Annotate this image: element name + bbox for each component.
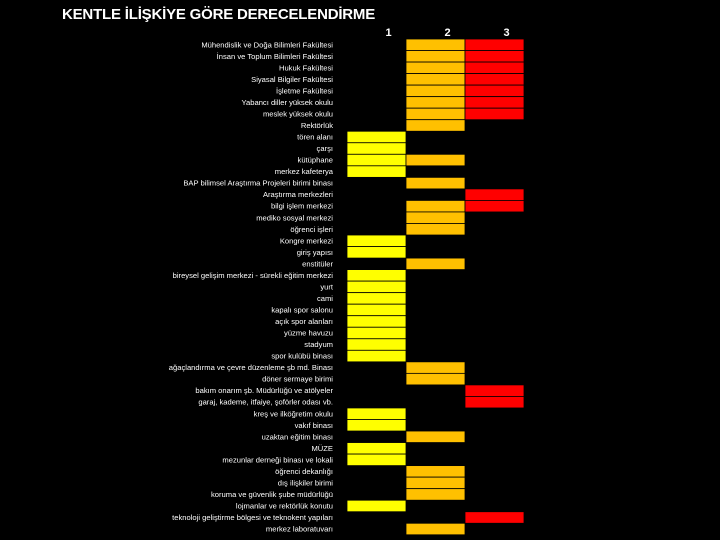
rating-cell-2	[406, 108, 465, 120]
row-label: mediko sosyal merkezi	[256, 213, 333, 223]
row-labels	[169, 40, 334, 533]
row-label: Hukuk Fakültesi	[278, 63, 333, 73]
row-label: Mühendislik ve Doğa Bilimleri Fakültesi	[201, 40, 333, 50]
row-label: enstitüler	[302, 259, 333, 269]
row-label: öğrenci dekanlığı	[275, 466, 333, 476]
rating-cell-2	[406, 212, 465, 224]
row-label: giriş yapısı	[296, 247, 333, 257]
row-label: spor kulübü binası	[271, 351, 333, 361]
rating-cell-3	[465, 108, 524, 120]
rating-cell-1	[347, 350, 406, 362]
row-label: uzaktan eğitim binası	[261, 432, 333, 442]
row-label: teknoloji geliştirme bölgesi ve teknokent yapıları	[172, 513, 333, 523]
row-label: çarşı	[316, 144, 333, 154]
row-label: bilgi işlem merkezi	[270, 201, 333, 211]
rating-cell-2	[406, 62, 465, 74]
rating-cell-2	[406, 258, 465, 270]
rating-cell-2	[406, 373, 465, 385]
rating-cell-1	[347, 131, 406, 143]
rating-cell-3	[465, 74, 524, 86]
rating-cell-1	[347, 500, 406, 512]
chart-title: KENTLE İLİŞKİYE GÖRE DERECELENDİRME	[62, 6, 376, 23]
row-label: açık spor alanları	[275, 317, 333, 327]
rating-cell-3	[465, 200, 524, 212]
rating-cell-2	[406, 200, 465, 212]
rating-cell-1	[347, 293, 406, 305]
row-label: kütüphane	[297, 155, 333, 165]
rating-cell-2	[406, 431, 465, 443]
rating-cell-1	[347, 419, 406, 431]
row-label: mezunlar derneği binası ve lokali	[222, 455, 333, 465]
rating-cell-2	[406, 51, 465, 63]
rating-cell-3	[465, 39, 524, 51]
rating-cell-3	[465, 189, 524, 201]
row-label: yüzme havuzu	[284, 328, 333, 338]
rating-cell-1	[347, 281, 406, 293]
row-label: öğrenci işleri	[290, 224, 333, 234]
rating-cell-2	[406, 466, 465, 478]
rating-cell-1	[347, 270, 406, 282]
rating-cell-1	[347, 327, 406, 339]
column-header-1: 1	[385, 27, 392, 39]
rating-cell-2	[406, 477, 465, 489]
row-label: stadyum	[304, 340, 333, 350]
rating-cell-2	[406, 177, 465, 189]
rating-cell-3	[465, 385, 524, 397]
row-label: lojmanlar ve rektörlük konutu	[235, 501, 333, 511]
row-label: kapalı spor salonu	[271, 305, 333, 315]
rating-cell-2	[406, 154, 465, 166]
rating-cell-1	[347, 304, 406, 316]
row-label: tören alanı	[297, 132, 333, 142]
row-label: meslek yüksek okulu	[262, 109, 333, 119]
rating-cell-2	[406, 85, 465, 97]
rating-cell-2	[406, 523, 465, 535]
rating-cell-1	[347, 154, 406, 166]
rating-cell-2	[406, 39, 465, 51]
row-label: Rektörlük	[300, 121, 333, 131]
row-label: döner sermaye birimi	[262, 374, 333, 384]
rating-cell-3	[465, 97, 524, 109]
rating-cell-2	[406, 120, 465, 132]
row-label: Siyasal Bilgiler Fakültesi	[251, 74, 333, 84]
row-label: ağaçlandırma ve çevre düzenleme şb md. Binası	[168, 363, 333, 373]
rating-cell-2	[406, 97, 465, 109]
rating-cell-1	[347, 143, 406, 155]
rating-cell-1	[347, 316, 406, 328]
column-header-2: 2	[444, 27, 451, 39]
row-label: merkez kafeterya	[274, 167, 333, 177]
row-label: kreş ve ilköğretim okulu	[253, 409, 333, 419]
rating-cell-3	[465, 512, 524, 524]
rating-cell-1	[347, 443, 406, 455]
rating-cell-1	[347, 247, 406, 259]
row-label: bakım onarım şb. Müdürlüğü ve atölyeler	[195, 386, 333, 396]
rating-cell-1	[347, 235, 406, 247]
rating-cell-1	[347, 454, 406, 466]
row-label: koruma ve güvenlik şube müdürlüğü	[211, 489, 333, 499]
rating-cell-1	[347, 408, 406, 420]
row-label: dış ilişkiler birimi	[277, 478, 333, 488]
row-label: MÜZE	[311, 443, 333, 453]
rating-cell-3	[465, 62, 524, 74]
rating-cell-3	[465, 396, 524, 408]
rating-cell-3	[465, 85, 524, 97]
rating-cell-1	[347, 166, 406, 178]
row-label: garaj, kademe, itfaiye, şoförler odası vb.	[198, 397, 333, 407]
rating-cell-2	[406, 223, 465, 235]
rating-cell-3	[465, 51, 524, 63]
row-label: vakıf binası	[294, 420, 333, 430]
rating-cells	[347, 39, 524, 535]
row-label: Yabancı diller yüksek okulu	[241, 97, 333, 107]
rating-cell-2	[406, 489, 465, 501]
column-header-3: 3	[503, 27, 510, 39]
row-label: Araştırma merkezleri	[262, 190, 333, 200]
rating-cell-1	[347, 339, 406, 351]
rating-cell-2	[406, 74, 465, 86]
row-label: yurt	[320, 282, 333, 292]
row-label: Kongre merkezi	[279, 236, 333, 246]
row-label: bireysel gelişim merkezi - sürekli eğitim merkezi	[172, 270, 333, 280]
rating-cell-2	[406, 362, 465, 374]
row-label: BAP bilimsel Araştırma Projeleri birimi binası	[183, 178, 333, 188]
row-label: İşletme Fakültesi	[276, 86, 333, 96]
row-label: cami	[316, 293, 333, 303]
column-headers	[385, 27, 509, 39]
row-label: merkez laboratuvarı	[265, 524, 333, 534]
row-label: İnsan ve Toplum Bilimleri Fakültesi	[216, 51, 333, 61]
